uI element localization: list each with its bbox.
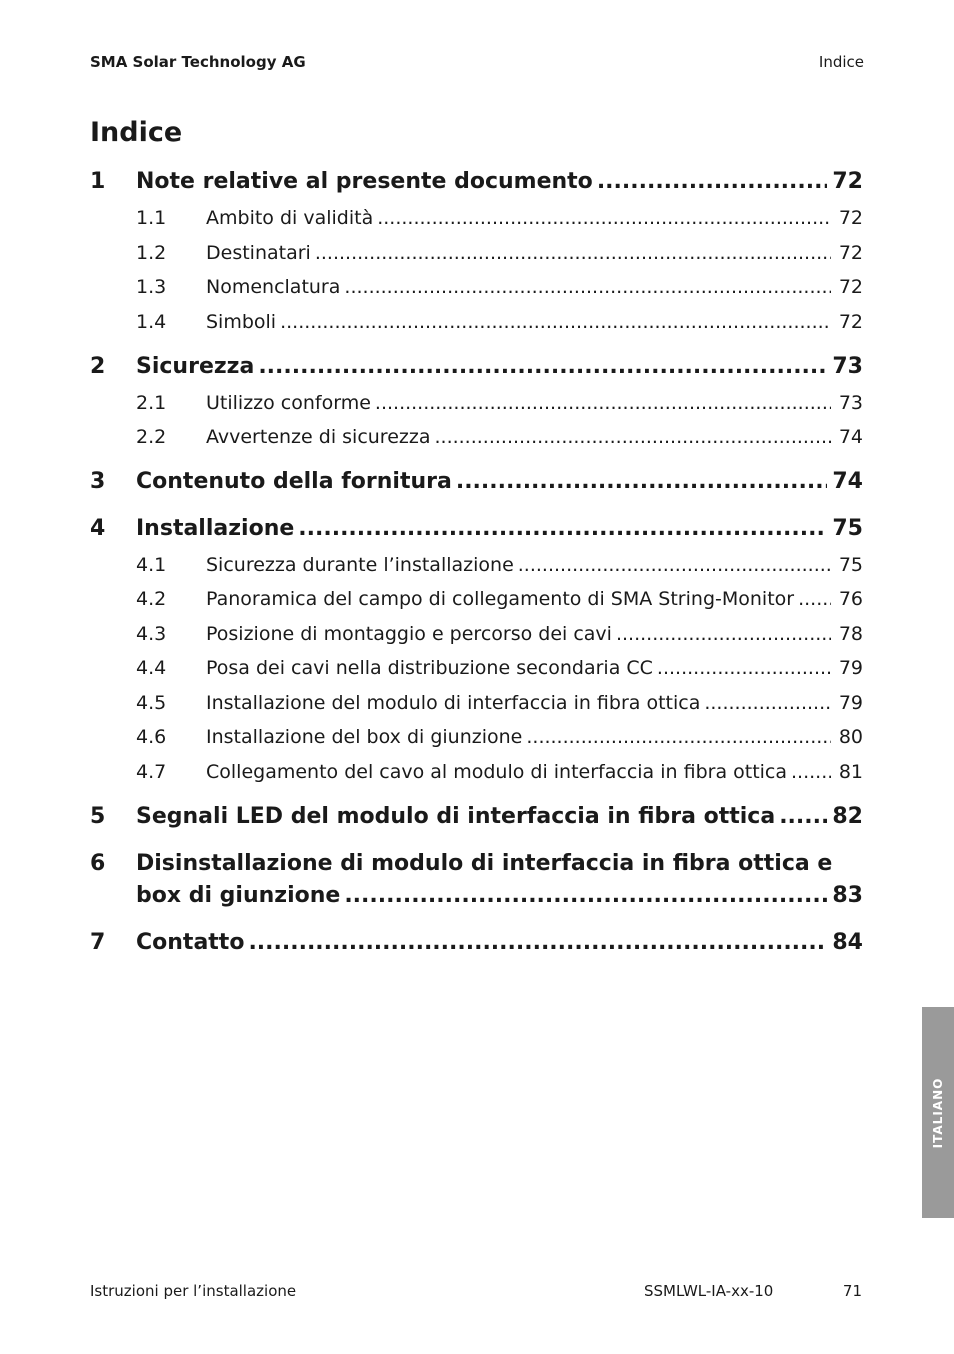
- toc-entry-page: 82: [832, 804, 863, 829]
- toc-entry-7[interactable]: [90, 930, 863, 955]
- toc-entry-page: 84: [832, 930, 863, 955]
- language-tab-label: ITALIANO: [931, 1077, 945, 1148]
- toc-entry-4-3[interactable]: [90, 623, 863, 645]
- dot-leader: [526, 726, 831, 748]
- toc-entry-number: 4.5: [136, 692, 167, 714]
- header-section: Indice: [818, 53, 864, 71]
- toc-entry-1-1[interactable]: [90, 207, 863, 229]
- toc-entry-page: 72: [832, 169, 863, 194]
- toc-entry-number: 2: [90, 354, 106, 379]
- toc-entry-page: 72: [838, 311, 863, 333]
- toc-entry-number: 1.4: [136, 311, 167, 333]
- toc-entry-page: 76: [838, 588, 863, 610]
- dot-leader: [344, 883, 827, 908]
- toc-entry-4-4[interactable]: [90, 657, 863, 679]
- toc-entry-label: Posizione di montaggio e percorso dei cavi: [206, 623, 612, 645]
- toc-entry-label: Installazione: [136, 516, 295, 541]
- toc-entry-2-1[interactable]: [90, 392, 863, 414]
- toc-entry-4[interactable]: [90, 516, 863, 541]
- toc-entry-page: 81: [838, 761, 863, 783]
- page-title: Indice: [90, 117, 183, 148]
- toc-entry-number: 4.3: [136, 623, 167, 645]
- dot-leader: [315, 242, 831, 264]
- dot-leader: [779, 804, 827, 829]
- toc-entry-page: 75: [832, 516, 863, 541]
- dot-leader: [456, 469, 827, 494]
- toc-entry-1-2[interactable]: [90, 242, 863, 264]
- toc-entry-page: 78: [838, 623, 863, 645]
- toc-entry-label: Installazione del box di giunzione: [206, 726, 523, 748]
- toc-entry-1-4[interactable]: [90, 311, 863, 333]
- toc-entry-label: box di giunzione: [136, 883, 341, 908]
- toc-entry-page: 75: [838, 554, 863, 576]
- dot-leader: [657, 657, 831, 679]
- toc-entry-5[interactable]: [90, 804, 863, 829]
- toc-entry-label: Collegamento del cavo al modulo di interfaccia in fibra ottica: [206, 761, 788, 783]
- toc-entry-page: 79: [838, 692, 863, 714]
- toc-entry-label: Utilizzo conforme: [206, 392, 371, 414]
- toc-entry-page: 83: [832, 883, 863, 908]
- toc-entry-label: Note relative al presente documento: [136, 169, 593, 194]
- toc-entry-number: 4.4: [136, 657, 167, 679]
- toc-entry-number: 6: [90, 851, 106, 876]
- toc-entry-number: 5: [90, 804, 106, 829]
- toc-entry-label: Disinstallazione di modulo di interfaccia in fibra ottica e: [136, 851, 833, 876]
- toc-entry-label: Avvertenze di sicurezza: [206, 426, 431, 448]
- toc-entry-4-7[interactable]: [90, 761, 863, 783]
- toc-entry-label: Destinatari: [206, 242, 311, 264]
- toc-entry-page: 73: [832, 354, 863, 379]
- toc-entry-1-3[interactable]: [90, 276, 863, 298]
- toc-entry-label: Segnali LED del modulo di interfaccia in fibra ottica: [136, 804, 776, 829]
- toc-entry-number: 4.2: [136, 588, 167, 610]
- toc-entry-number: 3: [90, 469, 106, 494]
- dot-leader: [344, 276, 831, 298]
- toc-entry-page: 79: [838, 657, 863, 679]
- toc-entry-page: 74: [838, 426, 863, 448]
- toc-entry-label: Contenuto della fornitura: [136, 469, 452, 494]
- footer-doc-code: SSMLWL-IA-xx-10: [644, 1282, 774, 1300]
- dot-leader: [704, 692, 831, 714]
- toc-entry-number: 1.1: [136, 207, 167, 229]
- toc-entry-label: Nomenclatura: [206, 276, 341, 298]
- toc-entry-number: 4: [90, 516, 106, 541]
- toc-entry-number: 1.3: [136, 276, 167, 298]
- toc-entry-number: 7: [90, 930, 106, 955]
- toc-entry-page: 72: [838, 207, 863, 229]
- toc-entry-4-5[interactable]: [90, 692, 863, 714]
- toc-entry-label: Contatto: [136, 930, 245, 955]
- dot-leader: [248, 930, 827, 955]
- toc-entry-4-2[interactable]: [90, 588, 863, 610]
- dot-leader: [798, 588, 831, 610]
- toc-entry-page: 80: [838, 726, 863, 748]
- toc-entry-number: 4.7: [136, 761, 167, 783]
- toc-entry-label: Installazione del modulo di interfaccia in fibra ottica: [206, 692, 701, 714]
- toc-entry-number: 1.2: [136, 242, 167, 264]
- language-tab: [922, 1007, 954, 1218]
- toc-entry-4-1[interactable]: [90, 554, 863, 576]
- dot-leader: [616, 623, 831, 645]
- dot-leader: [280, 311, 831, 333]
- dot-leader: [518, 554, 831, 576]
- toc-entry-number: 4.6: [136, 726, 167, 748]
- toc-entry-number: 1: [90, 169, 106, 194]
- dot-leader: [791, 761, 831, 783]
- footer-doc-type: Istruzioni per l’installazione: [90, 1282, 297, 1300]
- footer-page-number: 71: [842, 1282, 862, 1300]
- toc-entry-3[interactable]: [90, 469, 863, 494]
- toc-entry-number: 4.1: [136, 554, 167, 576]
- header-company: SMA Solar Technology AG: [90, 53, 306, 71]
- toc-entry-line: [90, 851, 832, 876]
- toc-entry-6[interactable]: [90, 851, 863, 921]
- toc-entry-2[interactable]: [90, 354, 863, 379]
- toc-entry-1[interactable]: [90, 169, 863, 194]
- dot-leader: [434, 426, 831, 448]
- toc-entry-label: Sicurezza durante l’installazione: [206, 554, 514, 576]
- toc-entry-number: 2.2: [136, 426, 167, 448]
- toc-entry-page: 72: [838, 242, 863, 264]
- toc-entry-2-2[interactable]: [90, 426, 863, 448]
- toc-entry-number: 2.1: [136, 392, 167, 414]
- toc-entry-page: 74: [832, 469, 863, 494]
- dot-leader: [377, 207, 831, 229]
- dot-leader: [258, 354, 827, 379]
- toc-entry-page: 73: [838, 392, 863, 414]
- dot-leader: [298, 516, 827, 541]
- toc-entry-label: Sicurezza: [136, 354, 255, 379]
- toc-entry-4-6[interactable]: [90, 726, 863, 748]
- dot-leader: [597, 169, 827, 194]
- toc-entry-page: 72: [838, 276, 863, 298]
- toc-entry-label: Panoramica del campo di collegamento di SMA String-Monitor: [206, 588, 795, 610]
- toc-entry-label: Posa dei cavi nella distribuzione secondaria CC: [206, 657, 653, 679]
- toc-entry-label: Simboli: [206, 311, 277, 333]
- toc-entry-label: Ambito di validità: [206, 207, 374, 229]
- dot-leader: [375, 392, 831, 414]
- toc-entry-line: [90, 883, 863, 908]
